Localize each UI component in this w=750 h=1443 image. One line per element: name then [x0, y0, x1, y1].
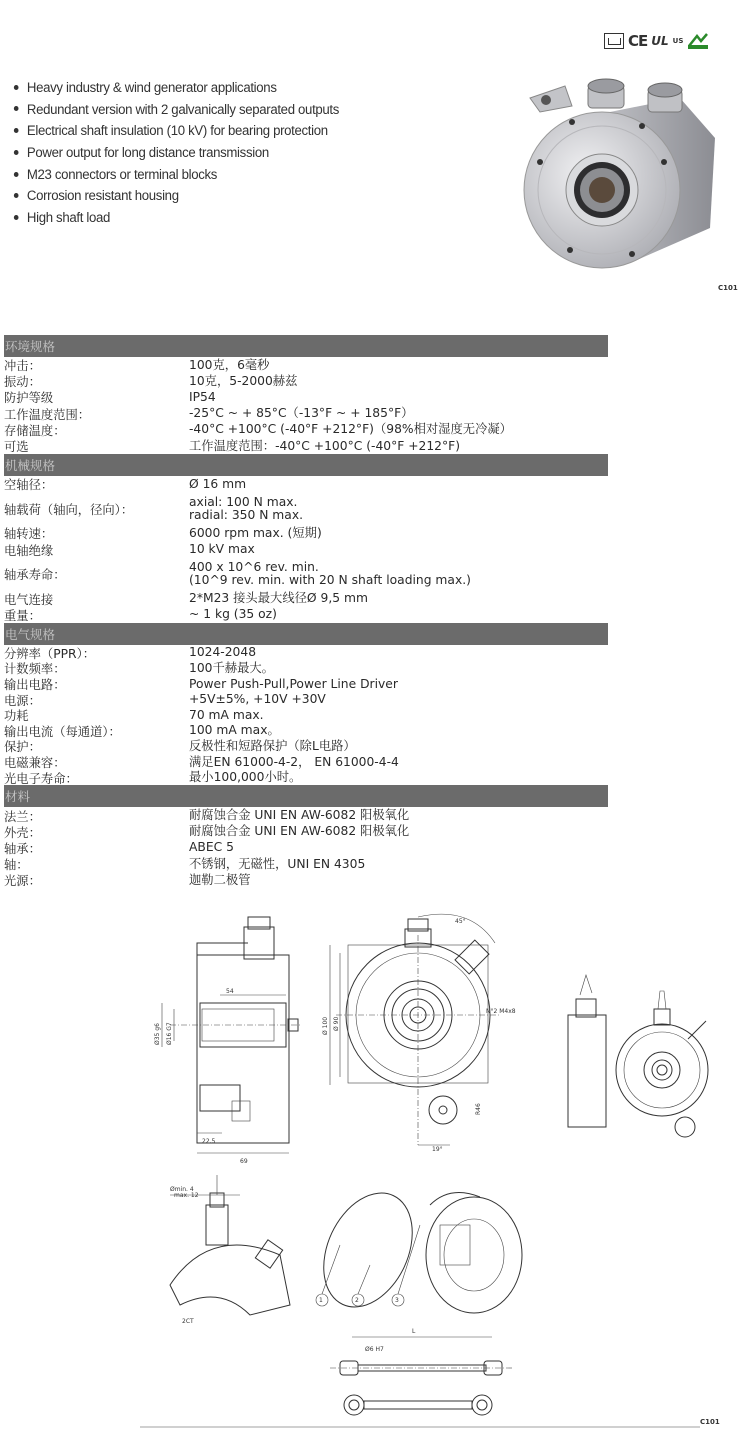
certification-marks: [604, 30, 709, 52]
spec-row-electrical: [4, 770, 608, 786]
spec-label-text: 输出电路：: [4, 678, 66, 693]
feature-item: [12, 121, 339, 143]
dim-dia-100: Ø 100: [322, 1016, 329, 1035]
spec-label: [4, 357, 189, 373]
spec-label: [4, 525, 189, 541]
spec-label: [4, 558, 189, 591]
factory-mark-icon: [604, 33, 624, 49]
feature-item: [12, 208, 339, 230]
spec-value-text: -40°C +100°C (-40°F +212°F)（98%相对湿度无冷凝）: [189, 422, 512, 437]
feature-text: M23 connectors or terminal blocks: [26, 166, 218, 183]
dim-45-deg: 45°: [455, 918, 466, 925]
spec-label-text: 电气连接: [4, 592, 54, 607]
spec-value-text: 迦勒二极管: [189, 872, 251, 887]
spec-value: [189, 807, 608, 823]
feature-text: High shaft load: [26, 210, 111, 227]
spec-label-text: 防护等级: [4, 391, 54, 406]
spec-value-text: 不锈钢，无磁性，UNI EN 4305: [189, 856, 366, 871]
spec-row-electrical: [4, 645, 608, 661]
spec-label: [4, 422, 189, 438]
spec-row-electrical: [4, 723, 608, 739]
spec-label: [4, 840, 189, 856]
spec-label-text: 空轴径：: [4, 478, 54, 493]
spec-label-text: 计数频率：: [4, 662, 66, 677]
feature-item: [12, 165, 339, 187]
spec-value-text: 70 mA max.: [189, 707, 264, 722]
spec-label-text: 外壳：: [4, 825, 41, 840]
spec-row-material: [4, 856, 608, 872]
spec-value-text: 反极性和短路保护（除L电路）: [189, 738, 356, 753]
spec-label: [4, 824, 189, 840]
bullet-icon: [14, 128, 19, 133]
spec-label: [4, 807, 189, 823]
spec-value: [189, 856, 608, 872]
spec-label-text: 冲击：: [4, 359, 41, 374]
spec-row-environment: [4, 357, 608, 373]
spec-value: [189, 723, 608, 739]
encoder-product-photo: [510, 78, 730, 278]
spec-value-text: ABEC 5: [189, 840, 234, 855]
spec-row-mechanical: [4, 476, 608, 492]
callout-3: 3: [395, 1297, 399, 1304]
feature-text: Redundant version with 2 galvanically separated outputs: [26, 101, 340, 118]
spec-label: [4, 591, 189, 607]
spec-value-text: Ø 16 mm: [189, 476, 247, 491]
feature-list: [12, 78, 364, 230]
dim-19-deg: 19°: [432, 1146, 443, 1153]
spec-value: [189, 373, 608, 389]
spec-value: [189, 676, 608, 692]
dim-r46: R46: [475, 1103, 482, 1115]
variant-view-drawing: [568, 975, 708, 1137]
side-view-drawing: [154, 917, 300, 1165]
feature-text: Corrosion resistant housing: [26, 188, 179, 205]
spec-value: [189, 422, 608, 438]
feature-item: [12, 143, 339, 165]
dim-max-12: max. 12: [174, 1192, 199, 1199]
model-code-top: C101: [718, 284, 738, 292]
spec-row-electrical: [4, 754, 608, 770]
spec-label: [4, 661, 189, 677]
model-2ct: 2CT: [182, 1318, 194, 1325]
feature-text: Heavy industry & wind generator applications: [26, 80, 277, 96]
cable-gland-drawing: [170, 1175, 290, 1325]
ul-mark: UL: [651, 34, 669, 48]
spec-label: [4, 723, 189, 739]
bullet-icon: [14, 106, 19, 111]
spec-value-text: 100 mA max。: [189, 723, 280, 738]
spec-label-text: 存储温度：: [4, 423, 66, 438]
spec-label-text: 功耗: [4, 709, 29, 724]
spec-label: [4, 739, 189, 755]
spec-row-material: [4, 824, 608, 840]
bullet-icon: [14, 150, 19, 155]
spec-label: [4, 707, 189, 723]
spec-value: [189, 591, 608, 607]
spec-value: [189, 661, 608, 677]
dim-dia-90: Ø 90: [333, 1016, 340, 1031]
section-header-mechanical: 机械规格: [4, 454, 608, 476]
spec-label: [4, 645, 189, 661]
spec-label: [4, 389, 189, 405]
spec-row-environment: [4, 422, 608, 438]
spec-label: [4, 438, 189, 454]
bullet-icon: [14, 85, 19, 90]
spec-value-text: 400 x 10^6 rev. min.: [189, 560, 319, 575]
spec-label-text: 输出电流（每通道）：: [4, 724, 121, 739]
spec-value: [189, 558, 608, 591]
spec-row-mechanical: [4, 525, 608, 541]
spec-value-text: ~ 1 kg (35 oz): [189, 607, 277, 622]
spec-row-material: [4, 872, 608, 888]
spec-value: [189, 824, 608, 840]
spec-label: [4, 676, 189, 692]
dim-min-4: Ømin. 4: [170, 1186, 194, 1193]
spec-value-text: 1024-2048: [189, 645, 257, 660]
spec-value-text: 耐腐蚀合金 UNI EN AW-6082 阳极氧化: [189, 824, 410, 839]
spec-label-text: 轴承：: [4, 841, 41, 856]
spec-row-environment: [4, 389, 608, 405]
spec-row-environment: [4, 373, 608, 389]
spec-value-text: 最小100,000小时。: [189, 770, 302, 785]
spec-value: [189, 872, 608, 888]
spec-label-text: 电轴绝缘: [4, 543, 54, 558]
coupling-drawing: [330, 1328, 512, 1415]
spec-label-text: 光电子寿命：: [4, 771, 78, 786]
spec-row-mechanical: [4, 607, 608, 623]
spec-value-text: -25°C ~ + 85°C（-13°F ~ + 185°F）: [189, 406, 414, 421]
bullet-icon: [14, 215, 19, 220]
feature-item: [12, 78, 339, 100]
spec-label-text: 振动：: [4, 375, 41, 390]
spec-label: [4, 607, 189, 623]
spec-label-text: 重量：: [4, 608, 41, 623]
spec-label: [4, 492, 189, 525]
spec-label-text: 轴转速：: [4, 527, 54, 542]
spec-value-text-2: radial: 350 N max.: [189, 507, 304, 522]
spec-label: [4, 476, 189, 492]
spec-row-mechanical: [4, 542, 608, 558]
spec-row-environment: [4, 406, 608, 422]
spec-value-text: 6000 rpm max. (短期): [189, 525, 322, 540]
spec-label-text: 电磁兼容：: [4, 756, 66, 771]
spec-value: [189, 357, 608, 373]
callout-2: 2: [355, 1297, 359, 1304]
spec-label-text: 轴载荷（轴向，径向）：: [4, 502, 134, 517]
spec-value-text: 10 kV max: [189, 542, 255, 557]
dim-thread: N°2 M4x8: [486, 1008, 516, 1015]
dim-69: 69: [240, 1158, 248, 1165]
spec-value-text: 100克，6毫秒: [189, 357, 270, 372]
spec-value: [189, 389, 608, 405]
spec-value-text: 2*M23 接头最大线径Ø 9,5 mm: [189, 591, 368, 606]
dim-22-5: 22.5: [202, 1138, 216, 1145]
spec-value: [189, 770, 608, 786]
spec-value-text: IP54: [189, 389, 216, 404]
spec-row-electrical: [4, 676, 608, 692]
callout-1: 1: [319, 1297, 323, 1304]
spec-value-text: axial: 100 N max.: [189, 494, 298, 509]
spec-value: [189, 607, 608, 623]
feature-item: [12, 100, 339, 122]
spec-label-text: 工作温度范围：: [4, 407, 91, 422]
spec-value: [189, 754, 608, 770]
spec-label-text: 法兰：: [4, 809, 41, 824]
spec-value: [189, 840, 608, 856]
spec-value: [189, 707, 608, 723]
bullet-icon: [14, 172, 19, 177]
spec-value: [189, 476, 608, 492]
spec-row-electrical: [4, 739, 608, 755]
technical-drawings: [140, 905, 740, 1435]
spec-row-mechanical: [4, 492, 608, 525]
spec-value-text: 100千赫最大。: [189, 660, 274, 675]
spec-row-environment: [4, 438, 608, 454]
spec-row-material: [4, 840, 608, 856]
rohs-icon: [687, 32, 709, 50]
dim-od-35: Ø35 g6: [154, 1023, 161, 1045]
feature-item: [12, 186, 339, 208]
spec-label-text: 分辨率（PPR）：: [4, 646, 96, 661]
spec-value-text: 10克，5-2000赫兹: [189, 373, 298, 388]
spec-label-text: 光源：: [4, 874, 41, 889]
spec-value-text: 耐腐蚀合金 UNI EN AW-6082 阳极氧化: [189, 808, 410, 822]
front-view-drawing: [322, 914, 516, 1153]
section-header-environment: 环境规格: [4, 335, 608, 357]
dim-h7: Ø6 H7: [365, 1346, 384, 1353]
spec-value: [189, 525, 608, 541]
spec-row-mechanical: [4, 591, 608, 607]
spec-value: [189, 542, 608, 558]
spec-label: [4, 872, 189, 888]
dim-54: 54: [226, 988, 234, 995]
spec-label-text: 轴：: [4, 858, 29, 873]
spec-value-text: Power Push-Pull,Power Line Driver: [189, 676, 398, 691]
spec-value-text: +5V±5%, +10V +30V: [189, 692, 326, 707]
spec-row-electrical: [4, 707, 608, 723]
feature-text: Electrical shaft insulation (10 kV) for bearing protection: [26, 123, 328, 140]
model-code-bottom: C101: [700, 1418, 720, 1426]
spec-value-text: 工作温度范围：-40°C +100°C (-40°F +212°F): [189, 438, 461, 453]
spec-value-text: 满足EN 61000-4-2， EN 61000-4-4: [189, 754, 399, 769]
section-header-electrical: 电气规格: [4, 623, 608, 645]
spec-value: [189, 406, 608, 422]
spec-label: [4, 770, 189, 786]
spec-label: [4, 373, 189, 389]
spec-row-mechanical: [4, 558, 608, 591]
feature-text: Power output for long distance transmission: [26, 145, 269, 162]
spec-label-text: 轴承寿命：: [4, 568, 66, 583]
spec-label-text: 电源：: [4, 693, 41, 708]
spec-label-text: 可选: [4, 440, 29, 455]
spec-table: [4, 335, 608, 888]
spec-value: [189, 492, 608, 525]
dim-id-16: Ø16 G7: [166, 1022, 173, 1045]
spec-label-text: 保护：: [4, 740, 41, 755]
spec-row-material: [4, 807, 608, 823]
spec-label: [4, 406, 189, 422]
dim-L: L: [412, 1328, 416, 1335]
spec-label: [4, 754, 189, 770]
spec-row-electrical: [4, 692, 608, 708]
spec-row-electrical: [4, 661, 608, 677]
bullet-icon: [14, 193, 19, 198]
spec-value: [189, 739, 608, 755]
spec-label: [4, 692, 189, 708]
spec-value: [189, 438, 608, 454]
ul-us-mark: US: [672, 37, 684, 45]
section-header-material: 材料: [4, 785, 608, 807]
spec-label: [4, 856, 189, 872]
exploded-view-drawing: [306, 1179, 522, 1322]
spec-value: [189, 645, 608, 661]
spec-value: [189, 692, 608, 708]
spec-value-text-2: (10^9 rev. min. with 20 N shaft loading max.): [189, 573, 471, 588]
ce-mark: CE: [628, 32, 648, 50]
spec-label: [4, 542, 189, 558]
